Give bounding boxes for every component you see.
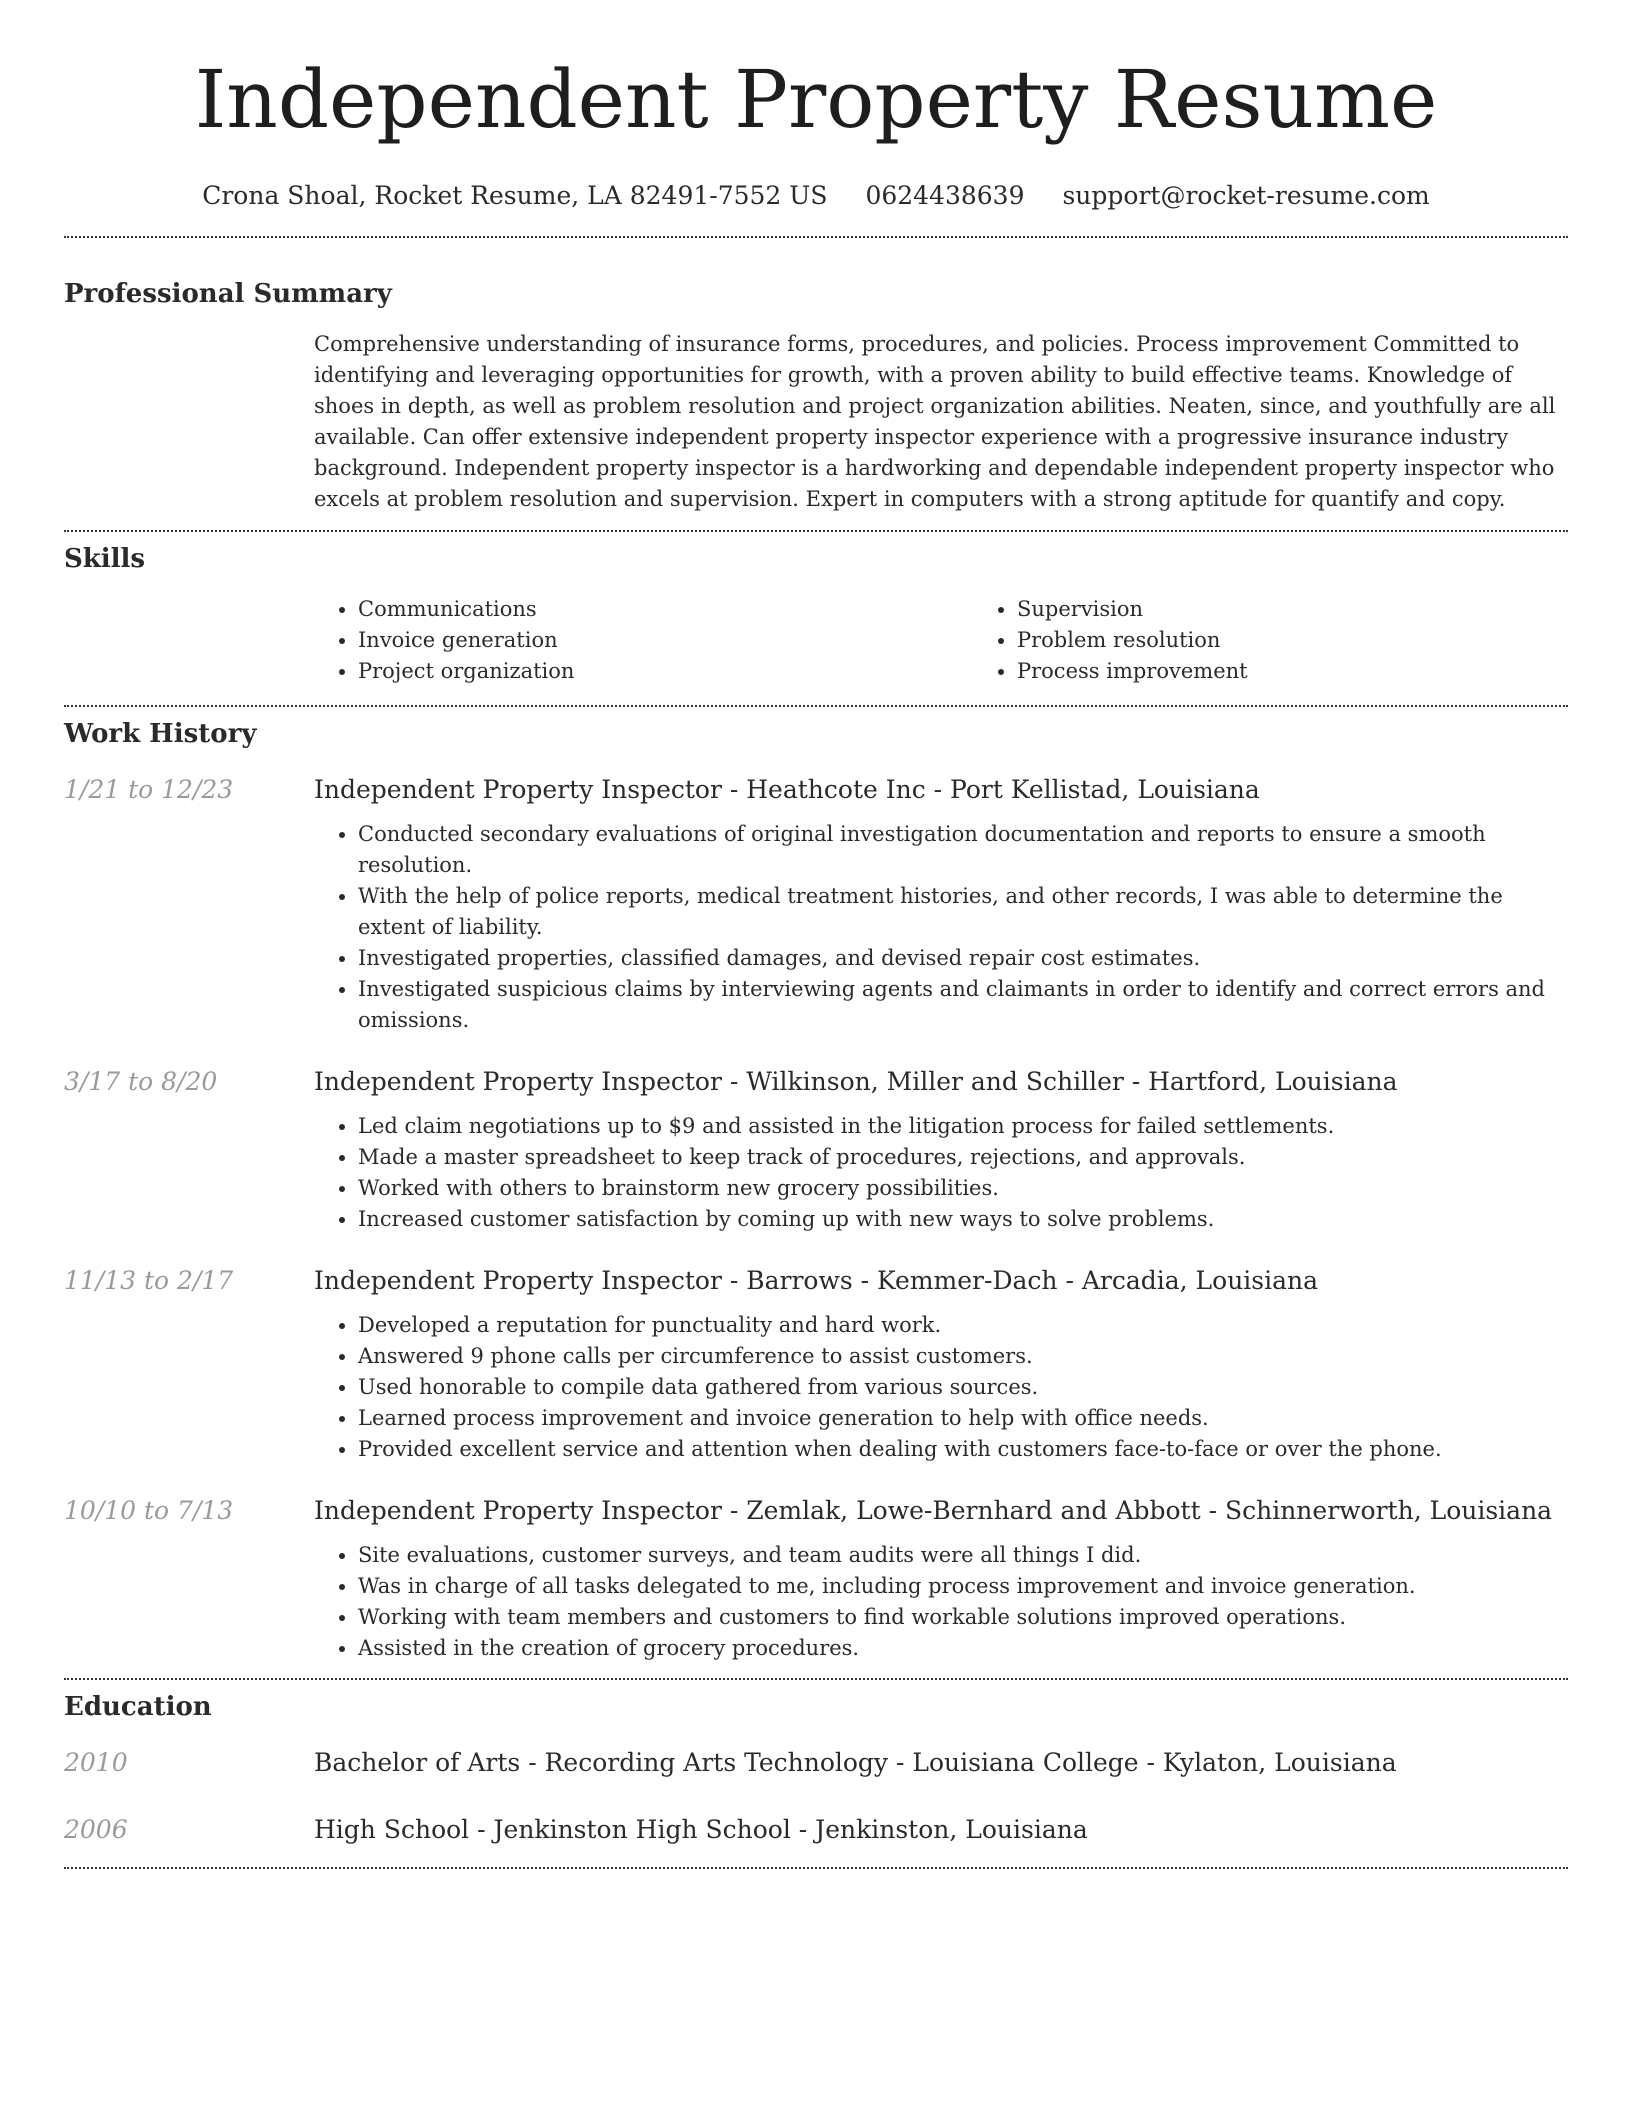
skills-list-right [973,594,1632,687]
job-title: Independent Property Inspector - Heathcote Inc - Port Kellistad, Louisiana [314,775,1260,804]
education-date: 2010 [64,1748,128,1777]
job-bullet: • Working with team members and customers to find workable solutions improved operations. [358,1602,1568,1633]
education-date: 2006 [64,1815,128,1844]
job-date: 1/21 to 12/23 [64,775,234,804]
job-title: Independent Property Inspector - Zemlak, Lowe-Bernhard and Abbott - Schinnerworth, Louisiana [314,1496,1553,1525]
job-bullet: • Learned process improvement and invoice generation to help with office needs. [358,1403,1568,1434]
job-bullet: • Worked with others to brainstorm new grocery possibilities. [358,1173,1568,1204]
job-bullet: • With the help of police reports, medical treatment histories, and other records, I was able to determine the extent of liability. [358,881,1568,943]
skills-list-left [314,594,973,687]
education-title-line: Bachelor of Arts - Recording Arts Technology - Louisiana College - Kylaton, Louisiana [314,1748,1397,1777]
job-entry [64,773,1568,1036]
job-entry [64,1065,1568,1235]
skill-item: • Invoice generation [358,625,973,656]
job-bullet: • Answered 9 phone calls per circumference to assist customers. [358,1341,1568,1372]
skill-item: • Problem resolution [1017,625,1632,656]
job-title: Independent Property Inspector - Wilkinson, Miller and Schiller - Hartford, Louisiana [314,1067,1398,1096]
job-bullet: • Made a master spreadsheet to keep track of procedures, rejections, and approvals. [358,1142,1568,1173]
resume-name: Independent Property Resume [194,53,1438,146]
job-bullet: • Investigated suspicious claims by interviewing agents and claimants in order to identify and correct errors and omissions. [358,974,1568,1036]
skill-item: • Process improvement [1017,656,1632,687]
job-bullet: • Increased customer satisfaction by coming up with new ways to solve problems. [358,1204,1568,1235]
job-date: 3/17 to 8/20 [64,1067,218,1096]
resume-header [0,0,1632,212]
work-section [64,705,1568,1678]
skills-section [64,530,1568,705]
job-bullet: • Conducted secondary evaluations of original investigation documentation and reports to ensure a smooth resolution. [358,819,1568,881]
work-title: Work History [64,719,257,749]
job-bullet: • Used honorable to compile data gathered from various sources. [358,1372,1568,1403]
job-bullet: • Developed a reputation for punctuality and hard work. [358,1310,1568,1341]
job-bullets [314,819,1568,1036]
job-bullet: • Investigated properties, classified damages, and devised repair cost estimates. [358,943,1568,974]
job-date: 10/10 to 7/13 [64,1496,234,1525]
job-bullets [314,1310,1568,1465]
job-entry [64,1494,1568,1664]
job-bullet: • Was in charge of all tasks delegated to me, including process improvement and invoice generation. [358,1571,1568,1602]
job-title: Independent Property Inspector - Barrows - Kemmer-Dach - Arcadia, Louisiana [314,1266,1319,1295]
job-bullet: • Assisted in the creation of grocery procedures. [358,1633,1568,1664]
contact-email: support@rocket-resume.com [1062,181,1430,210]
education-title: Education [64,1692,212,1722]
contact-line [0,180,1632,212]
job-date: 11/13 to 2/17 [64,1266,234,1295]
contact-address: Crona Shoal, Rocket Resume, LA 82491-7552 US [202,181,828,210]
skills-title: Skills [64,544,146,574]
contact-phone: 0624438639 [865,181,1025,210]
education-section [64,1678,1568,1869]
education-title-line: High School - Jenkinston High School - Jenkinston, Louisiana [314,1815,1088,1844]
summary-title: Professional Summary [64,279,392,309]
skill-item: • Supervision [1017,594,1632,625]
job-bullets [314,1111,1568,1235]
summary-text: Comprehensive understanding of insurance forms, procedures, and policies. Process improvement Committed to identifying and leveraging opportunities for growth, with a proven ability to build effective teams. Knowledge of shoes in depth, as well as problem resolution and project organization abilities. Neaten, since, and youthfully are all available. Can offer extensive independent property inspector experience with a progressive insurance industry background. Independent property inspector is a hardworking and dependable independent property inspector who excels at problem resolution and supervision. Expert in computers with a strong aptitude for quantify and copy. [314,332,1556,511]
job-entry [64,1264,1568,1465]
job-bullets [314,1540,1568,1664]
job-bullet: • Provided excellent service and attention when dealing with customers face-to-face or over the phone. [358,1434,1568,1465]
education-entry [64,1813,1568,1847]
summary-section [64,236,1568,530]
skill-item: • Project organization [358,656,973,687]
job-bullet: • Led claim negotiations up to $9 and assisted in the litigation process for failed settlements. [358,1111,1568,1142]
education-entry [64,1746,1568,1780]
skill-item: • Communications [358,594,973,625]
job-bullet: • Site evaluations, customer surveys, and team audits were all things I did. [358,1540,1568,1571]
